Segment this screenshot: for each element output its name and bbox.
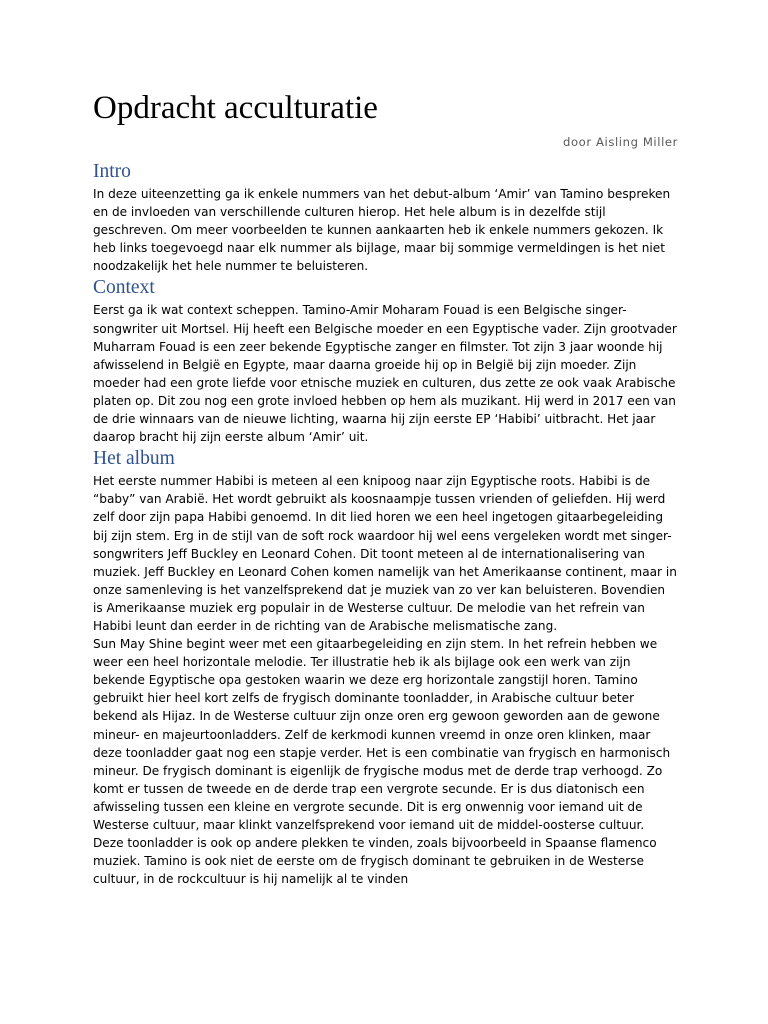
section-het-album [93, 446, 678, 888]
section-intro [93, 159, 678, 275]
section-heading-intro: Intro [93, 161, 131, 182]
context-paragraph: Eerst ga ik wat context scheppen. Tamino-Amir Moharam Fouad is een Belgische singer-songwriter uit Mortsel. Hij heeft een Belgische moeder en een Egyptische vader. Zijn grootvader Muharram Fouad is een zeer bekende Egyptische zanger en filmster. Tot zijn 3 jaar woonde hij afwisselend in België en Egypte, maar daarna groeide hij op in België bij zijn moeder. Zijn moeder had een grote liefde voor etnische muziek en culturen, dus zette ze ook vaak Arabische platen op. Dit zou nog een grote invloed hebben op hem als muzikant. Hij werd in 2017 een van de drie winnaars van de nieuwe lichting, waarna hij zijn eerste EP ‘Habibi’ uitbracht. Het jaar daarop bracht hij zijn eerste album ‘Amir’ uit. [93, 303, 677, 445]
section-context [93, 275, 678, 446]
album-paragraph-sun-may-shine: Sun May Shine begint weer met een gitaarbegeleiding en zijn stem. In het refrein hebben we weer een heel horizontale melodie. Ter illustratie heb ik als bijlage ook een werk van zijn bekende Egyptische opa gestoken waarin we deze erg horizontale zangstijl horen. Tamino gebruikt hier heel kort zelfs de frygisch dominante toonladder, in Arabische cultuur beter bekend als Hijaz. In de Westerse cultuur zijn onze oren erg gewoon geworden aan de gewone mineur- en majeurtoonladders. Zelf de kerkmodi kunnen vreemd in onze oren klinken, maar deze toonladder gaat nog een stapje verder. Het is een combinatie van frygisch en harmonisch mineur. De frygisch dominant is eigenlijk de frygische modus met de derde trap verhoogd. Zo komt er tussen de tweede en de derde trap een vergrote secunde. Er is dus diatonisch een afwisseling tussen een kleine en vergrote secunde. Dit is erg onwennig voor iemand uit de Westerse cultuur, maar klinkt vanzelfsprekend voor iemand uit de middel-oosterse cultuur. Deze toonladder is ook op andere plekken te vinden, zoals bijvoorbeeld in Spaanse flamenco muziek. Tamino is ook niet de eerste om de frygisch dominant te gebruiken in de Westerse cultuur, in de rockcultuur is hij namelijk al te vinden [93, 637, 671, 887]
album-paragraph-habibi: Het eerste nummer Habibi is meteen al een knipoog naar zijn Egyptische roots. Habibi is de “baby” van Arabië. Het wordt gebruikt als koosnaampje tussen vrienden of geliefden. Hij werd zelf door zijn papa Habibi genoemd. In dit lied horen we een heel ingetogen gitaarbegeleiding bij zijn stem. Erg in de stijl van de soft rock waardoor hij wel eens vergeleken wordt met singer-songwriters Jeff Buckley en Leonard Cohen. Dit toont meteen al de internationalisering van muziek. Jeff Buckley en Leonard Cohen komen namelijk van het Amerikaanse continent, maar in onze samenleving is het vanzelfsprekend dat je muziek van zo ver kan beluisteren. Bovendien is Amerikaanse muziek erg populair in de Westerse cultuur. De melodie van het refrein van Habibi leunt dan eerder in de richting van de Arabische melismatische zang. [93, 474, 677, 633]
section-heading-het-album: Het album [93, 448, 175, 470]
intro-paragraph: In deze uiteenzetting ga ik enkele nummers van het debut-album ‘Amir’ van Tamino bespreken en de invloeden van verschillende culturen hierop. Het hele album is in dezelfde stijl geschreven. Om meer voorbeelden te kunnen aankaarten heb ik enkele nummers gekozen. Ik heb links toegevoegd naar elk nummer als bijlage, maar bij sommige vermeldingen is het niet noodzakelijk het hele nummer te beluisteren. [93, 187, 671, 274]
document-body [93, 82, 678, 888]
author-line: door Aisling Miller [563, 135, 678, 149]
document-title: Opdracht acculturatie [93, 90, 378, 126]
section-heading-context: Context [93, 277, 155, 299]
